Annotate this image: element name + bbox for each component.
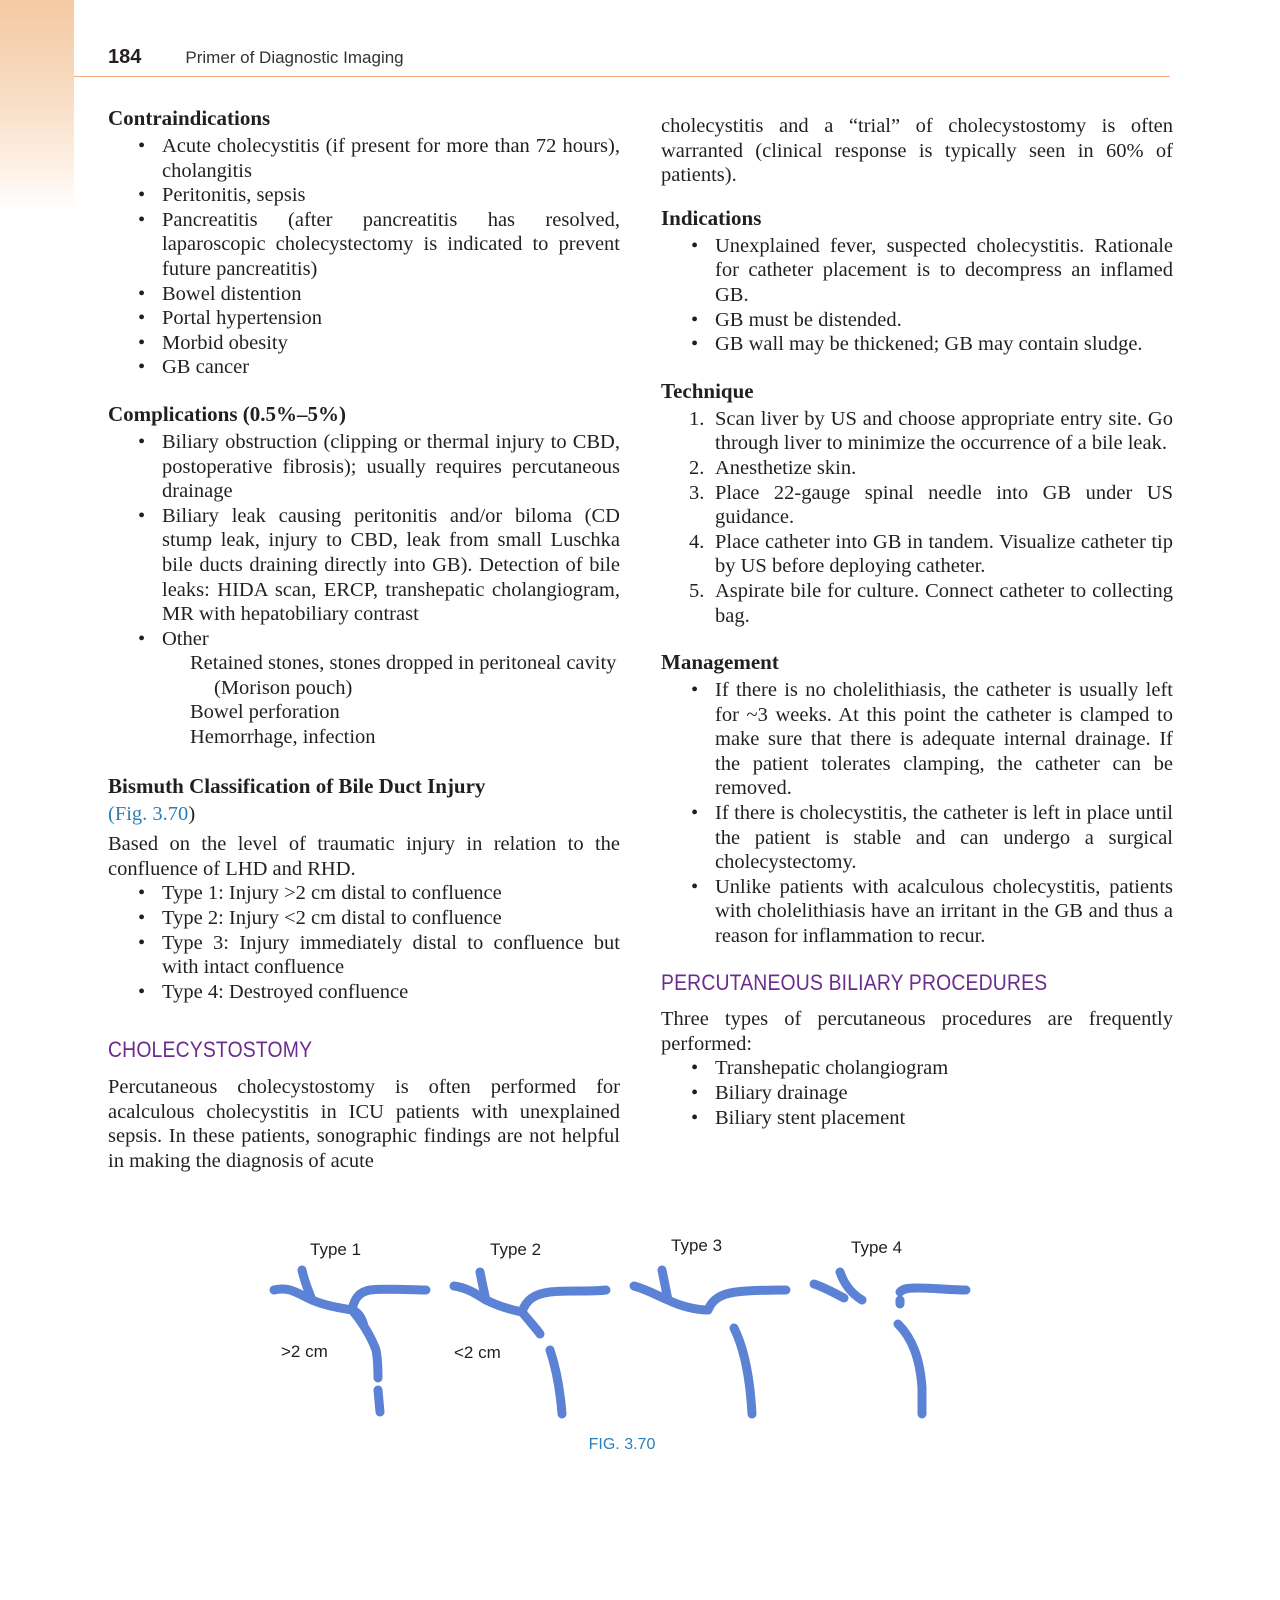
step-item: 4. Place catheter into GB in tandem. Visualize catheter tip by US before deploying catheter. <box>689 530 1173 578</box>
duct-diagram-type-1 <box>274 1270 426 1412</box>
running-head: Primer of Diagnostic Imaging <box>185 48 404 67</box>
list-item: • Unlike patients with acalculous cholecystitis, patients with cholelithiasis have an irritant in the GB and thus a reason for inflammation to recur. <box>661 875 1173 949</box>
step-item: 2. Anesthetize skin. <box>689 456 857 479</box>
sub-list-item: Retained stones, stones dropped in peritoneal cavity (Morison pouch) <box>190 652 617 699</box>
list-item: • GB wall may be thickened; GB may contain sludge. <box>661 332 1173 357</box>
left-column <box>108 106 620 1191</box>
page-header <box>108 46 404 76</box>
cholecystostomy-text: Percutaneous cholecystostomy is often performed for acalculous cholecystitis in ICU patients with unexplained sepsis. In these patients, sonographic findings are not helpful in making the diagnosis of acute <box>108 1076 620 1172</box>
list-item: • Biliary stent placement <box>661 1106 1173 1131</box>
management-section <box>661 650 1173 949</box>
list-item: • Portal hypertension <box>108 306 620 331</box>
bismuth-heading: Bismuth Classification of Bile Duct Injury <box>108 773 486 798</box>
indications-list <box>661 234 1173 357</box>
list-item: • If there is cholecystitis, the catheter is left in place until the patient is stable and can undergo a surgical cholecystectomy. <box>661 801 1173 875</box>
list-item: • Pancreatitis (after pancreatitis has resolved, laparoscopic cholecystectomy is indicated to prevent future pancreatitis) <box>108 208 620 282</box>
figure-reference: (Fig. 3.70) <box>108 802 196 825</box>
list-item: • Morbid obesity <box>108 331 620 356</box>
bismuth-section <box>108 774 620 1005</box>
technique-section <box>661 379 1173 628</box>
contraindications-section <box>108 106 620 380</box>
list-item: • Type 4: Destroyed confluence <box>108 980 620 1005</box>
continuation-text: cholecystitis and a “trial” of cholecystostomy is often warranted (clinical response is typically seen in 60% of patients). <box>661 115 1173 187</box>
management-heading: Management <box>661 650 779 675</box>
list-item: • Peritonitis, sepsis <box>108 183 620 208</box>
list-item: • Type 1: Injury >2 cm distal to confluence <box>108 881 620 906</box>
step-item: 3. Place 22-gauge spinal needle into GB under US guidance. <box>689 481 1173 529</box>
corner-tab-decoration <box>0 0 74 210</box>
bismuth-intro: Based on the level of traumatic injury in relation to the confluence of LHD and RHD. <box>108 833 620 880</box>
complications-heading: Complications (0.5%–5%) <box>108 401 346 426</box>
duct-diagram-type-3 <box>634 1270 786 1414</box>
list-item: • Type 2: Injury <2 cm distal to confluence <box>108 906 620 931</box>
list-item: • Bowel distention <box>108 282 620 307</box>
technique-heading: Technique <box>661 378 754 403</box>
management-list <box>661 678 1173 949</box>
complications-other-list <box>108 651 620 749</box>
figure-caption: FIG. 3.70 <box>588 1436 656 1453</box>
biliary-intro: Three types of percutaneous procedures are frequently performed: <box>661 1008 1173 1055</box>
step-item: 1. Scan liver by US and choose appropriate entry site. Go through liver to minimize the occurrence of a bile leak. <box>689 407 1173 455</box>
figure-label-type-2: Type 2 <box>490 1240 542 1259</box>
duct-diagram-type-4 <box>814 1272 966 1414</box>
figure-link[interactable]: Fig. 3.70 <box>114 802 189 825</box>
list-item: • Biliary leak causing peritonitis and/or biloma (CD stump leak, injury to CBD, leak from small Luschka bile ducts draining directly into GB). Detection of bile leaks: HIDA scan, ERCP, transhepatic cholangiogram, MR with hepatobiliary contrast <box>108 504 620 627</box>
cholecystostomy-heading: CHOLECYSTOSTOMY <box>108 1037 313 1063</box>
indications-heading: Indications <box>661 205 762 230</box>
page-number: 184 <box>108 46 142 68</box>
complications-section <box>108 402 620 750</box>
list-item: • If there is no cholelithiasis, the catheter is usually left for ~3 weeks. At this point the catheter is clamped to make sure that there is adequate internal drainage. If the patient tolerates clamping, the catheter can be removed. <box>661 678 1173 801</box>
bismuth-list <box>108 881 620 1004</box>
technique-steps <box>661 407 1173 628</box>
list-item: • Biliary obstruction (clipping or thermal injury to CBD, postoperative fibrosis); usually requires percutaneous drainage <box>108 430 620 504</box>
sub-list-item: Bowel perforation <box>190 701 340 724</box>
indications-section <box>661 206 1173 357</box>
list-item: • Unexplained fever, suspected cholecystitis. Rationale for catheter placement is to decompress an inflamed GB. <box>661 234 1173 308</box>
sub-list-item: Hemorrhage, infection <box>190 726 376 749</box>
list-item: • Biliary drainage <box>661 1081 1173 1106</box>
figure-distance-label-1: >2 cm <box>281 1342 328 1361</box>
biliary-section <box>661 971 1173 1131</box>
list-item: • Type 3: Injury immediately distal to confluence but with intact confluence <box>108 931 620 980</box>
list-item: • Transhepatic cholangiogram <box>661 1056 1173 1081</box>
biliary-list <box>661 1056 1173 1130</box>
cholecystostomy-section <box>108 1038 620 1173</box>
biliary-heading: PERCUTANEOUS BILIARY PROCEDURES <box>661 969 1048 995</box>
list-item: • Acute cholecystitis (if present for more than 72 hours), cholangitis <box>108 134 620 183</box>
figure-label-type-3: Type 3 <box>671 1236 723 1255</box>
list-item: • Other <box>108 627 620 652</box>
figure-distance-label-2: <2 cm <box>454 1343 501 1362</box>
list-item: • GB must be distended. <box>661 308 1173 333</box>
bismuth-figure <box>250 1228 1030 1468</box>
contraindications-heading: Contraindications <box>108 106 271 130</box>
complications-list <box>108 430 620 651</box>
header-rule <box>74 76 1170 77</box>
figure-label-type-1: Type 1 <box>310 1240 362 1259</box>
figure-label-type-4: Type 4 <box>851 1238 903 1257</box>
right-column <box>661 114 1173 1148</box>
contraindications-list <box>108 134 620 380</box>
step-item: 5. Aspirate bile for culture. Connect catheter to collecting bag. <box>689 579 1173 627</box>
list-item: • GB cancer <box>108 355 620 380</box>
